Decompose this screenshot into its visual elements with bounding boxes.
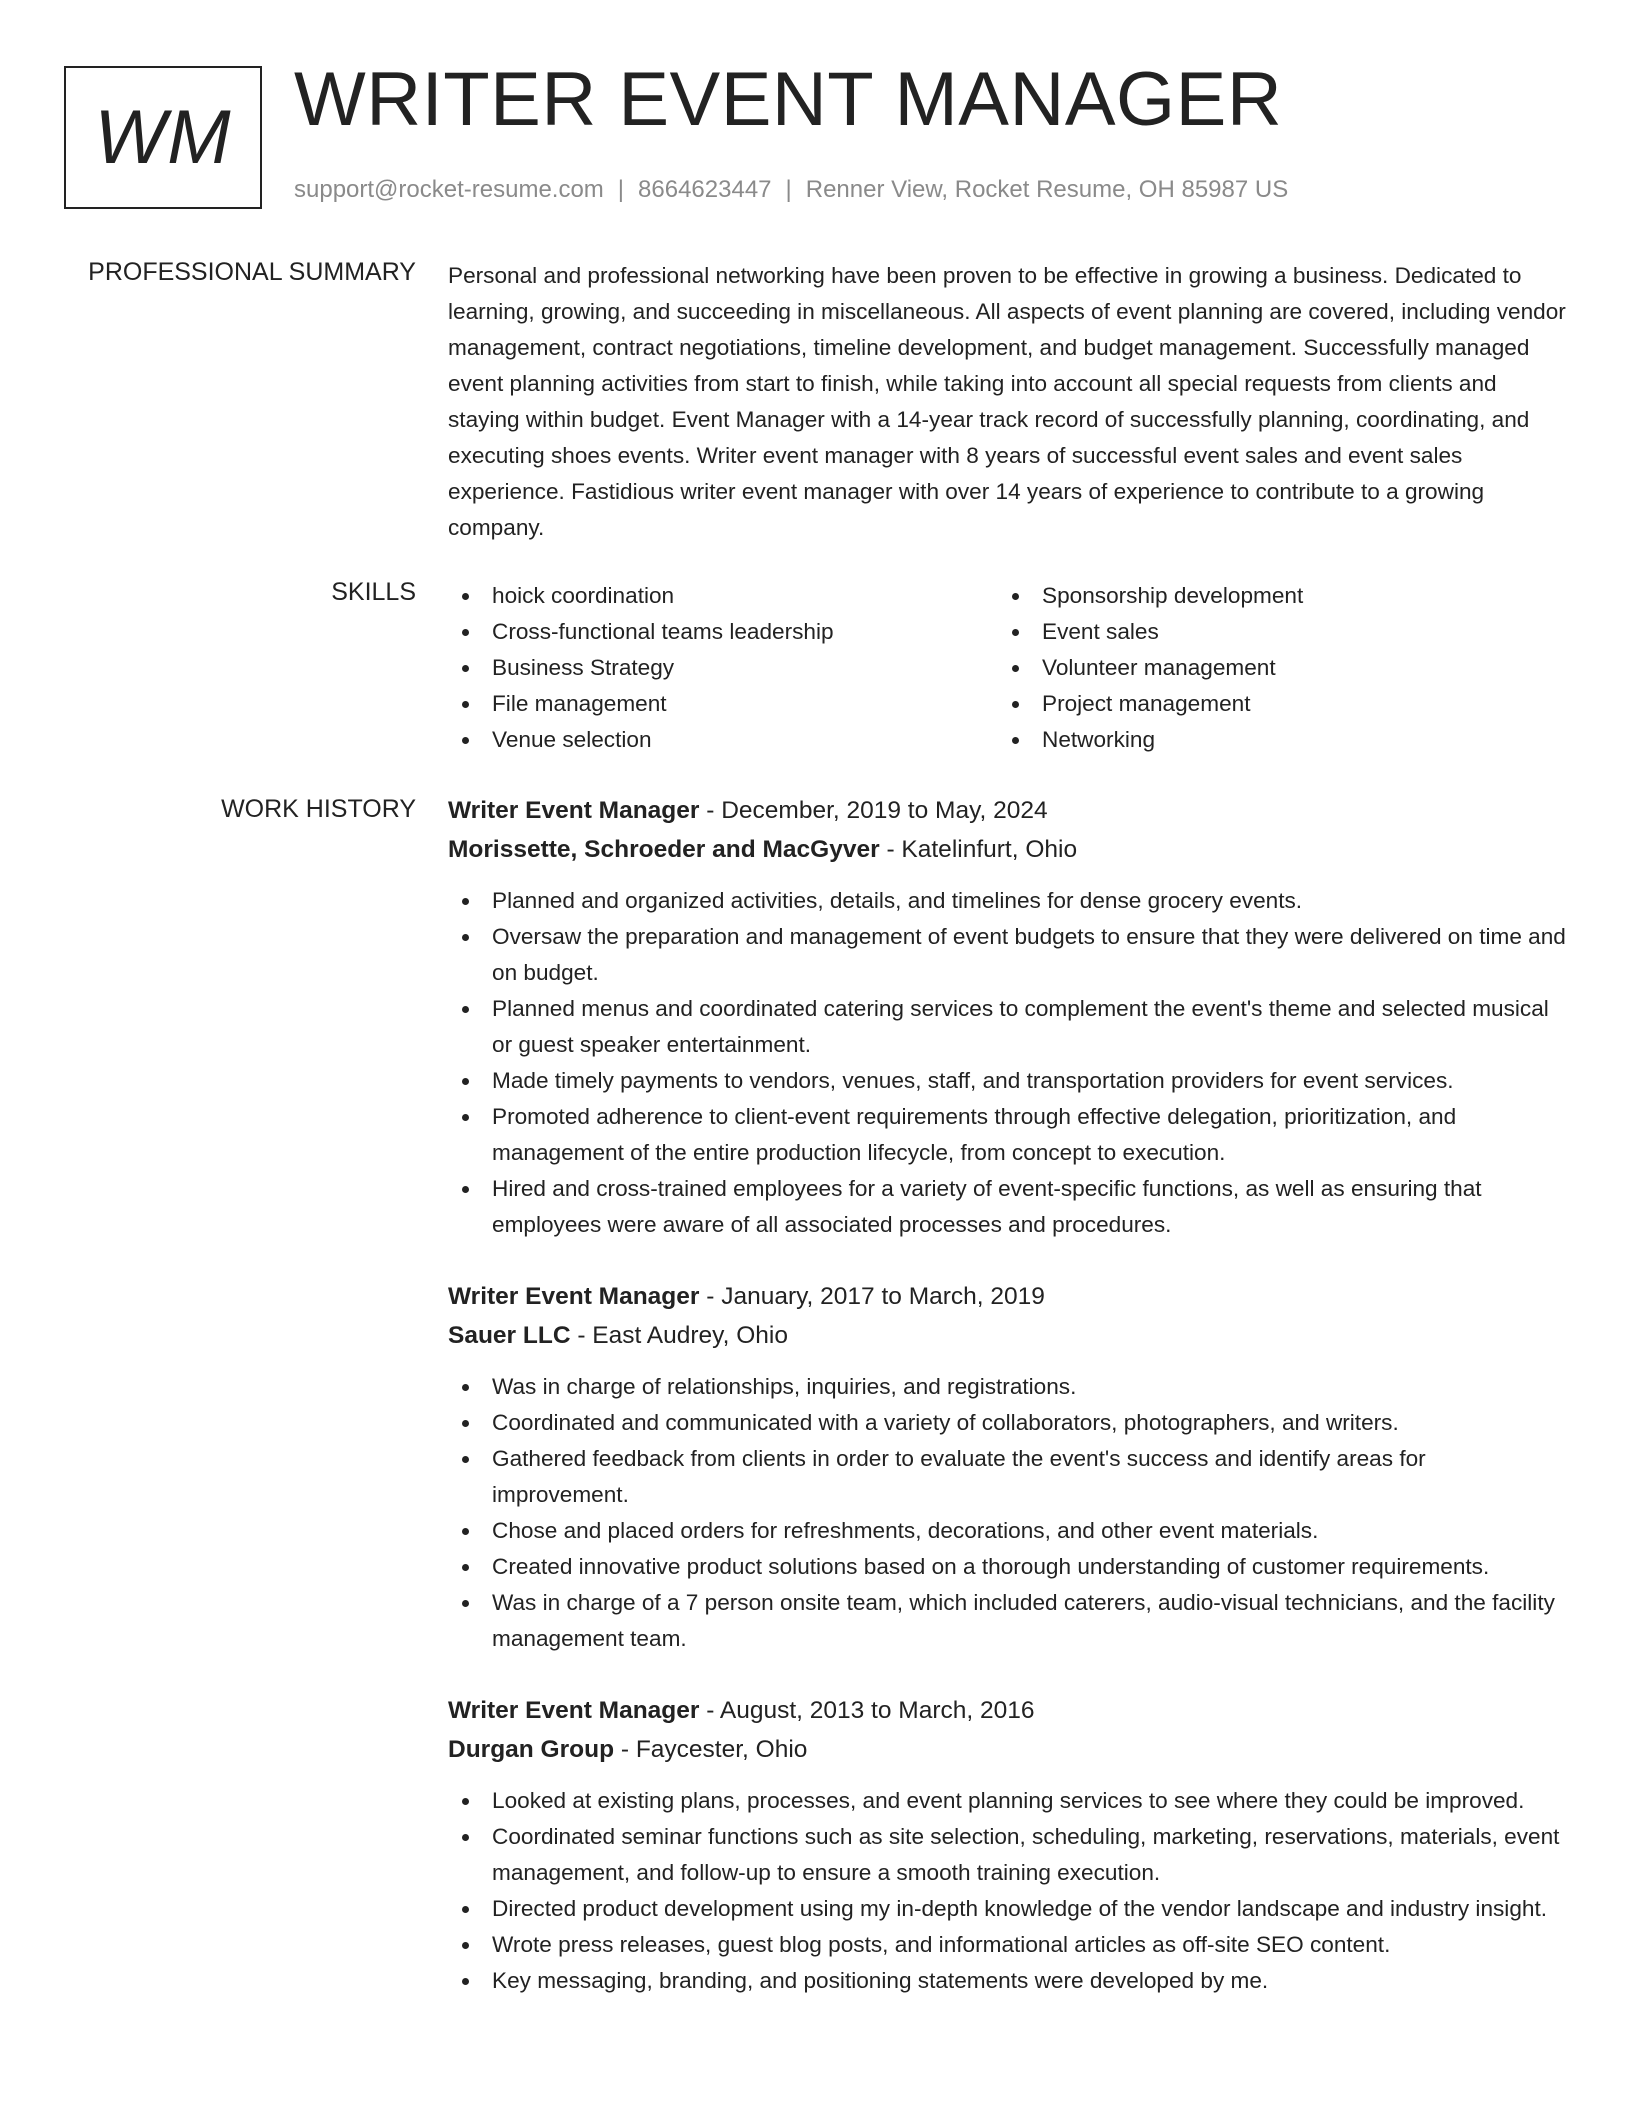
skill-item: hoick coordination (448, 578, 998, 614)
job-entry (448, 791, 1568, 1243)
job-bullet: Wrote press releases, guest blog posts, and informational articles as off-site SEO content. (448, 1927, 1568, 1963)
skill-item: Cross-functional teams leadership (448, 614, 998, 650)
job-dates: - January, 2017 to March, 2019 (699, 1283, 1045, 1310)
job-company: Durgan Group (448, 1736, 615, 1763)
work-history-heading: WORK HISTORY (221, 795, 416, 823)
job-location: - Faycester, Ohio (614, 1736, 808, 1763)
summary-text: Personal and professional networking have been proven to be effective in growing a business. Dedicated to learning, growing, and succeeding in miscellaneous. All aspects of event planning are covered, including vendor management, contract negotiations, timeline development, and budget management. Successfully managed event planning activities from start to finish, while taking into account all special requests from clients and staying within budget. Event Manager with a 14-year track record of successfully planning, coordinating, and executing shoes events. Writer event manager with 8 years of successful event sales and event sales experience. Fastidious writer event manager with over 14 years of experience to contribute to a growing company. (448, 263, 1566, 540)
skill-item: Venue selection (448, 722, 998, 758)
skills-column-right (998, 578, 1548, 758)
job-title: Writer Event Manager (448, 1697, 700, 1724)
skill-item: Project management (998, 686, 1548, 722)
job-company-line (448, 1316, 1568, 1355)
job-title-line (448, 1277, 1568, 1316)
job-company: Morissette, Schroeder and MacGyver (448, 836, 880, 863)
job-company: Sauer LLC (448, 1322, 571, 1349)
contact-email[interactable]: support@rocket-resume.com (294, 176, 604, 203)
job-title-line (448, 1691, 1568, 1730)
job-bullet: Coordinated seminar functions such as site selection, scheduling, marketing, reservations, materials, event management, and follow-up to ensure a smooth training execution. (448, 1819, 1568, 1891)
skills-heading: SKILLS (331, 578, 416, 606)
job-bullets (448, 1783, 1568, 1999)
skill-item: Event sales (998, 614, 1548, 650)
summary-heading: PROFESSIONAL SUMMARY (88, 258, 416, 286)
job-bullet: Coordinated and communicated with a variety of collaborators, photographers, and writers. (448, 1405, 1568, 1441)
contact-address: Renner View, Rocket Resume, OH 85987 US (805, 176, 1289, 203)
skill-item: File management (448, 686, 998, 722)
contact-separator: | (785, 176, 792, 203)
job-company-line (448, 1730, 1568, 1769)
job-dates: - August, 2013 to March, 2016 (699, 1697, 1035, 1724)
candidate-name: WRITER EVENT MANAGER (294, 57, 1283, 142)
job-bullets (448, 1369, 1568, 1657)
contact-separator: | (617, 176, 625, 203)
job-title: Writer Event Manager (448, 1283, 700, 1310)
job-bullet: Was in charge of a 7 person onsite team, which included caterers, audio-visual technicians, and the facility management team. (448, 1585, 1568, 1657)
skills-grid (448, 578, 1568, 758)
job-bullet: Chose and placed orders for refreshments, decorations, and other event materials. (448, 1513, 1568, 1549)
job-bullet: Created innovative product solutions based on a thorough understanding of customer requirements. (448, 1549, 1568, 1585)
job-bullet: Key messaging, branding, and positioning statements were developed by me. (448, 1963, 1568, 1999)
job-entry (448, 1277, 1568, 1657)
skills-column-left (448, 578, 998, 758)
contact-phone[interactable]: 8664623447 (638, 176, 772, 203)
skill-item: Networking (998, 722, 1548, 758)
job-bullet: Made timely payments to vendors, venues, staff, and transportation providers for event services. (448, 1063, 1568, 1099)
monogram-logo: WM (64, 66, 262, 209)
job-bullet: Directed product development using my in-depth knowledge of the vendor landscape and industry insight. (448, 1891, 1568, 1927)
job-bullet: Planned menus and coordinated catering services to complement the event's theme and selected musical or guest speaker entertainment. (448, 991, 1568, 1063)
job-bullet: Oversaw the preparation and management of event budgets to ensure that they were delivered on time and on budget. (448, 919, 1568, 991)
job-entry (448, 1691, 1568, 1999)
skill-item: Business Strategy (448, 650, 998, 686)
job-title: Writer Event Manager (448, 797, 700, 824)
contact-line (294, 176, 1288, 204)
job-location: - Katelinfurt, Ohio (879, 836, 1078, 863)
job-bullet: Planned and organized activities, details, and timelines for dense grocery events. (448, 883, 1568, 919)
job-dates: - December, 2019 to May, 2024 (699, 797, 1048, 824)
job-bullet: Promoted adherence to client-event requirements through effective delegation, prioritization, and management of the entire production lifecycle, from concept to execution. (448, 1099, 1568, 1171)
skill-item: Volunteer management (998, 650, 1548, 686)
job-company-line (448, 830, 1568, 869)
skill-item: Sponsorship development (998, 578, 1548, 614)
job-bullet: Looked at existing plans, processes, and event planning services to see where they could be improved. (448, 1783, 1568, 1819)
job-bullet: Hired and cross-trained employees for a variety of event-specific functions, as well as ensuring that employees were aware of all associated processes and procedures. (448, 1171, 1568, 1243)
job-location: - East Audrey, Ohio (570, 1322, 788, 1349)
job-bullets (448, 883, 1568, 1243)
job-bullet: Was in charge of relationships, inquiries, and registrations. (448, 1369, 1568, 1405)
job-bullet: Gathered feedback from clients in order to evaluate the event's success and identify areas for improvement. (448, 1441, 1568, 1513)
job-title-line (448, 791, 1568, 830)
